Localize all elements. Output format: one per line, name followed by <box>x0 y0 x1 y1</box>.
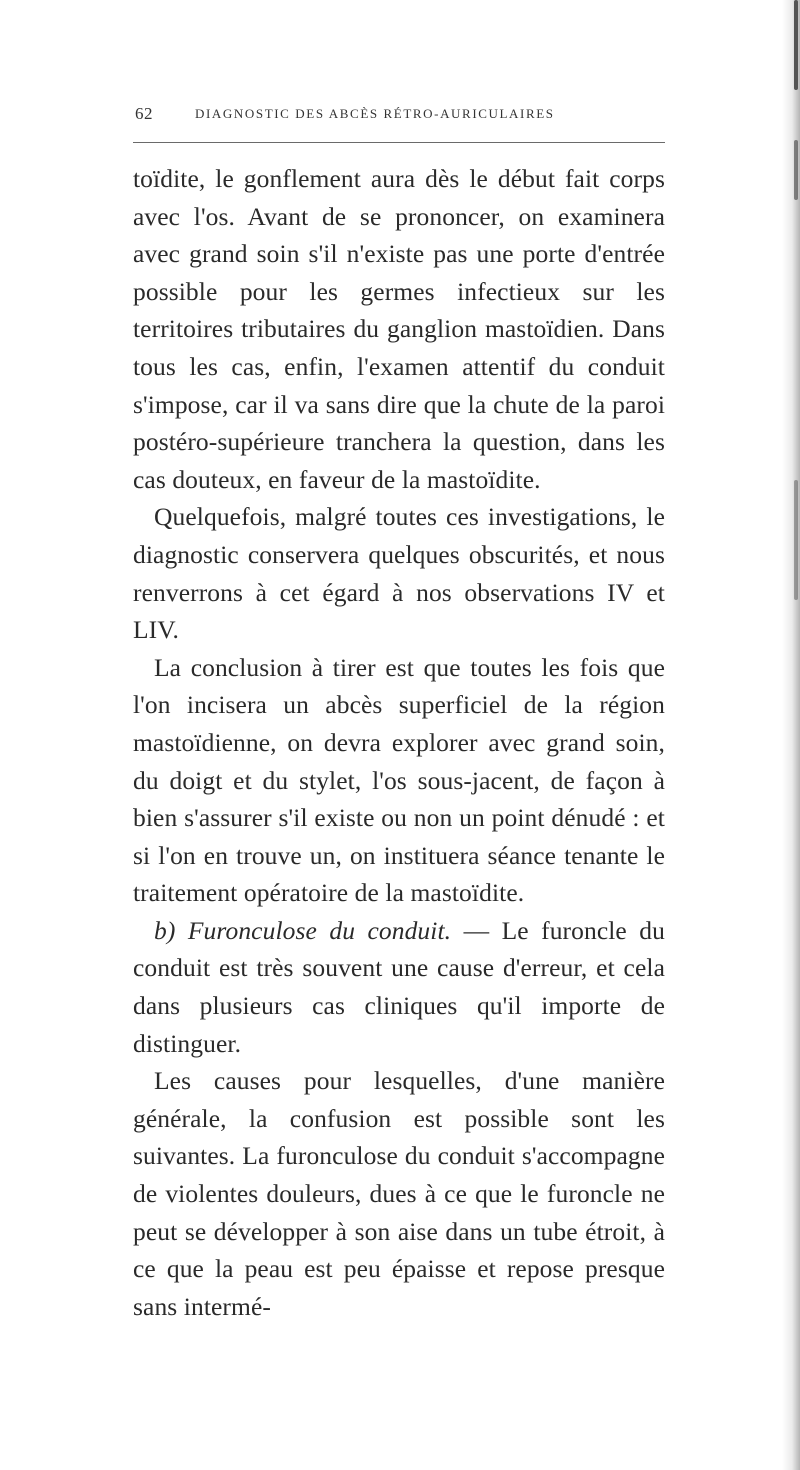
paragraph: Les causes pour lesquelles, d'une manière générale, la confusion est possible sont les suivantes. La furonculose du conduit s'accompagne de violentes douleurs, dues à ce que le furoncle ne peut se développer à son aise dans un tube étroit, à ce que la peau est peu épaisse et repose presque sans intermé- <box>133 1066 665 1321</box>
paragraph: Quelquefois, malgré toutes ces investigations, le diagnostic conservera quelques obscurités, et nous renverrons à cet égard à nos observations IV et LIV. <box>133 502 665 645</box>
paragraph: toïdite, le gonflement aura dès le début fait corps avec l'os. Avant de se prononcer, on examinera avec grand soin s'il n'existe pas une porte d'entrée possible pour les germes infectieux sur les territoires tributaires du ganglion mastoïdien. Dans tous les cas, enfin, l'examen attentif du conduit s'impose, car il va sans dire que la chute de la paroi postéro-supérieure tranchera la question, dans les cas douteux, en faveur de la mastoïdite. <box>133 164 665 494</box>
page-number: 62 <box>135 104 153 123</box>
page-edge-mark <box>794 140 798 200</box>
section-marker: b) <box>154 915 176 945</box>
paragraph: La conclusion à tirer est que toutes les fois que l'on incisera un abcès superficiel de la région mastoïdienne, on devra explorer avec grand soin, du doigt et du stylet, l'os sous-jacent, de façon à bien s'assurer s'il existe ou non un point dénudé : et si l'on en trouve un, on instituera séance tenante le traitement opératoire de la mastoïdite. <box>133 652 665 908</box>
page-edge-mark <box>794 0 798 90</box>
paragraph-text: — Le furoncle du conduit est très souvent une cause d'erreur, et cela dans plusieurs cas cliniques qu'il importe de distinguer. <box>133 915 665 1058</box>
section-heading: Furonculose du conduit. <box>187 915 452 945</box>
page-edge-mark <box>794 480 798 600</box>
header-rule <box>133 142 665 143</box>
page-edge-shadow <box>782 0 800 1470</box>
running-header <box>135 104 665 126</box>
body-text <box>133 160 665 1325</box>
paragraph <box>133 912 665 1062</box>
running-title: DIAGNOSTIC DES ABCÈS RÉTRO-AURICULAIRES <box>195 106 555 121</box>
